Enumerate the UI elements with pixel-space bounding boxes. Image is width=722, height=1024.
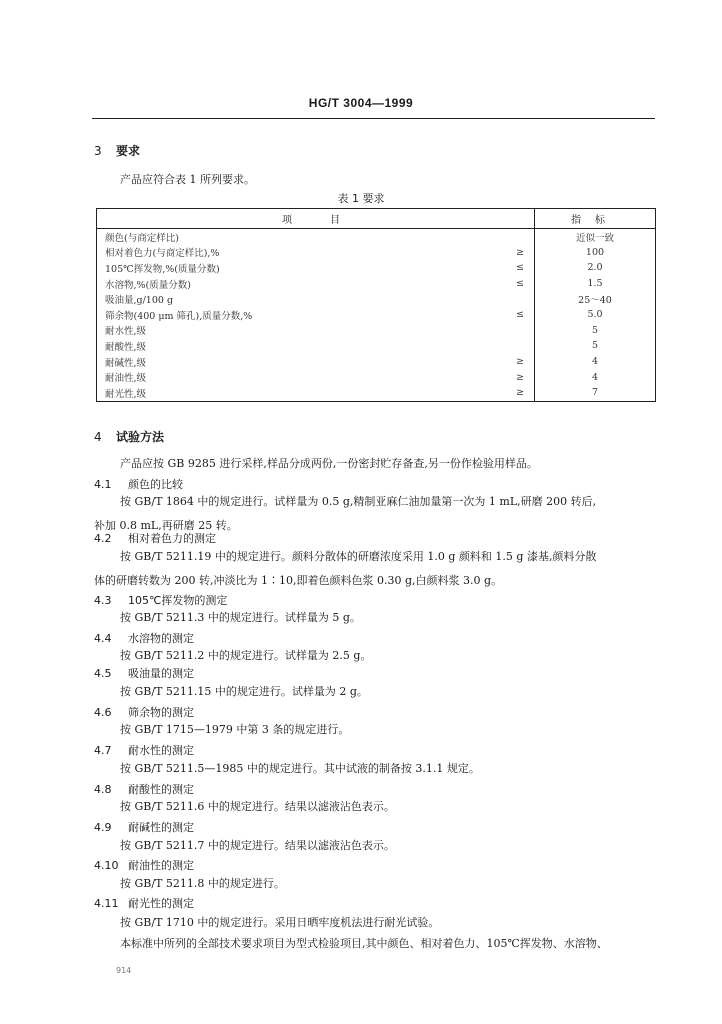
row-item: 105℃挥发物,%(质量分数) (105, 263, 220, 275)
subsection-title (94, 530, 216, 546)
row-operator: ≤ (516, 278, 524, 290)
row-operator: ≥ (516, 356, 524, 368)
row-value: 7 (535, 385, 656, 401)
row-item: 耐碱性,级 (105, 357, 147, 369)
row-value: 100 (535, 245, 656, 261)
table-row (97, 323, 656, 339)
subsection-title (94, 630, 194, 646)
subsection-title-text: 耐碱性的测定 (128, 821, 194, 834)
subsection-number: 4.4 (94, 632, 112, 645)
subsection-title-text: 耐油性的测定 (128, 859, 194, 872)
section-3-title (94, 142, 140, 159)
row-item: 耐水性,级 (105, 326, 147, 338)
subsection-title-text: 耐水性的测定 (128, 744, 194, 757)
row-item: 耐油性,级 (105, 373, 147, 385)
subsection-title (94, 704, 194, 720)
subsection-title (94, 476, 183, 492)
row-operator (506, 291, 535, 307)
subsection-number: 4.11 (94, 897, 119, 910)
subsection-title (94, 895, 194, 911)
subsection-text: 按 GB/T 5211.6 中的规定进行。结果以滤液沾色表示。 (120, 800, 395, 813)
row-operator (506, 323, 535, 339)
subsection-title-text: 耐光性的测定 (128, 897, 194, 910)
subsection-text: 按 GB/T 1864 中的规定进行。试样量为 0.5 g,精制亚麻仁油加量第一次为 1 mL,研磨 200 转后, (120, 495, 597, 508)
table-row (97, 307, 656, 323)
subsection-text: 本标准中所列的全部技术要求项目为型式检验项目,其中颜色、相对着色力、105℃挥发物、水溶物、 (120, 937, 608, 950)
subsection-title-text: 105℃挥发物的测定 (128, 594, 228, 607)
row-item: 耐酸性,级 (105, 341, 147, 353)
subsection-title-text: 颜色的比较 (128, 478, 183, 491)
subsection-number: 4.1 (94, 478, 112, 491)
header-rule (92, 118, 655, 119)
table-row (97, 260, 656, 276)
table-row (97, 338, 656, 354)
row-value: 4 (535, 354, 656, 370)
subsection-number: 4.6 (94, 706, 112, 719)
column-header-value: 指标 (535, 209, 656, 229)
subsection-number: 4.2 (94, 532, 112, 545)
subsection-text: 按 GB/T 5211.8 中的规定进行。 (120, 877, 285, 890)
table-row (97, 385, 656, 401)
section-title-text: 试验方法 (116, 430, 165, 444)
subsection-number: 4.3 (94, 594, 112, 607)
table-row (97, 291, 656, 307)
row-item: 相对着色力(与商定样比),% (105, 248, 220, 260)
section-3-intro: 产品应符合表 1 所列要求。 (120, 173, 255, 186)
table-header-row (97, 209, 656, 229)
subsection-number: 4.9 (94, 821, 112, 834)
row-value: 近似一致 (535, 229, 656, 245)
row-value: 25～40 (535, 291, 656, 307)
subsection-text: 按 GB/T 5211.19 中的规定进行。颜料分散体的研磨浓度采用 1.0 g 颜料和 1.5 g 漆基,颜料分散 (120, 550, 597, 563)
subsection-title (94, 742, 194, 758)
row-operator: ≤ (516, 262, 524, 274)
section-4-intro: 产品应按 GB 9285 进行采样,样品分成两份,一份密封贮存备查,另一份作检验用样品。 (120, 457, 538, 470)
column-header-item: 项目 (97, 209, 535, 229)
subsection-number: 4.7 (94, 744, 112, 757)
requirements-table (96, 208, 656, 402)
row-value: 2.0 (535, 260, 656, 276)
row-operator: ≤ (516, 309, 524, 321)
row-operator: ≥ (516, 387, 524, 399)
row-operator (506, 338, 535, 354)
subsection-text: 按 GB/T 1715—1979 中第 3 条的规定进行。 (120, 723, 350, 736)
subsection-text: 按 GB/T 1710 中的规定进行。采用日晒牢度机法进行耐光试验。 (120, 916, 440, 929)
subsection-title-text: 水溶物的测定 (128, 632, 194, 645)
row-value: 5.0 (535, 307, 656, 323)
table-row (97, 369, 656, 385)
subsection-title-text: 吸油量的测定 (128, 667, 194, 680)
subsection-title-text: 耐酸性的测定 (128, 783, 194, 796)
subsection-title-text: 相对着色力的测定 (128, 532, 216, 545)
section-4-title (94, 428, 164, 445)
subsection-title (94, 665, 194, 681)
subsection-text: 按 GB/T 5211.5—1985 中的规定进行。其中试液的制备按 3.1.1 规定。 (120, 762, 480, 775)
row-value: 5 (535, 323, 656, 339)
row-operator: ≥ (516, 371, 524, 383)
row-item: 筛余物(400 μm 筛孔),质量分数,% (105, 310, 253, 322)
subsection-number: 4.5 (94, 667, 112, 680)
table-row (97, 276, 656, 292)
subsection-text: 按 GB/T 5211.15 中的规定进行。试样量为 2 g。 (120, 685, 368, 698)
subsection-title-text: 筛余物的测定 (128, 706, 194, 719)
subsection-title (94, 857, 194, 873)
subsection-text: 体的研磨转数为 200 转,冲淡比为 1∶10,即着色颜料色浆 0.30 g,白颜料浆 3.0 g。 (94, 574, 503, 587)
row-operator (506, 229, 535, 245)
subsection-text: 按 GB/T 5211.7 中的规定进行。结果以滤液沾色表示。 (120, 839, 395, 852)
subsection-text: 按 GB/T 5211.2 中的规定进行。试样量为 2.5 g。 (120, 649, 372, 662)
table-row (97, 229, 656, 245)
table-row (97, 354, 656, 370)
section-number: 3 (94, 144, 102, 158)
subsection-title (94, 819, 194, 835)
standard-code-header: HG/T 3004—1999 (308, 96, 414, 110)
row-item: 水溶物,%(质量分数) (105, 279, 191, 291)
section-number: 4 (94, 430, 102, 444)
row-operator: ≥ (516, 246, 524, 258)
subsection-text: 按 GB/T 5211.3 中的规定进行。试样量为 5 g。 (120, 611, 361, 624)
section-title-text: 要求 (116, 144, 141, 158)
row-item: 颜色(与商定样比) (105, 232, 179, 244)
row-value: 1.5 (535, 276, 656, 292)
subsection-title (94, 781, 194, 797)
subsection-number: 4.10 (94, 859, 119, 872)
subsection-title (94, 592, 227, 608)
row-value: 5 (535, 338, 656, 354)
row-item: 耐光性,级 (105, 388, 147, 400)
row-value: 4 (535, 369, 656, 385)
row-item: 吸油量,g/100 g (105, 295, 174, 307)
table-row (97, 245, 656, 261)
subsection-text: 补加 0.8 mL,再研磨 25 转。 (94, 519, 238, 532)
table-caption: 表 1 要求 (337, 192, 385, 205)
subsection-number: 4.8 (94, 783, 112, 796)
page-number: 914 (116, 966, 132, 975)
